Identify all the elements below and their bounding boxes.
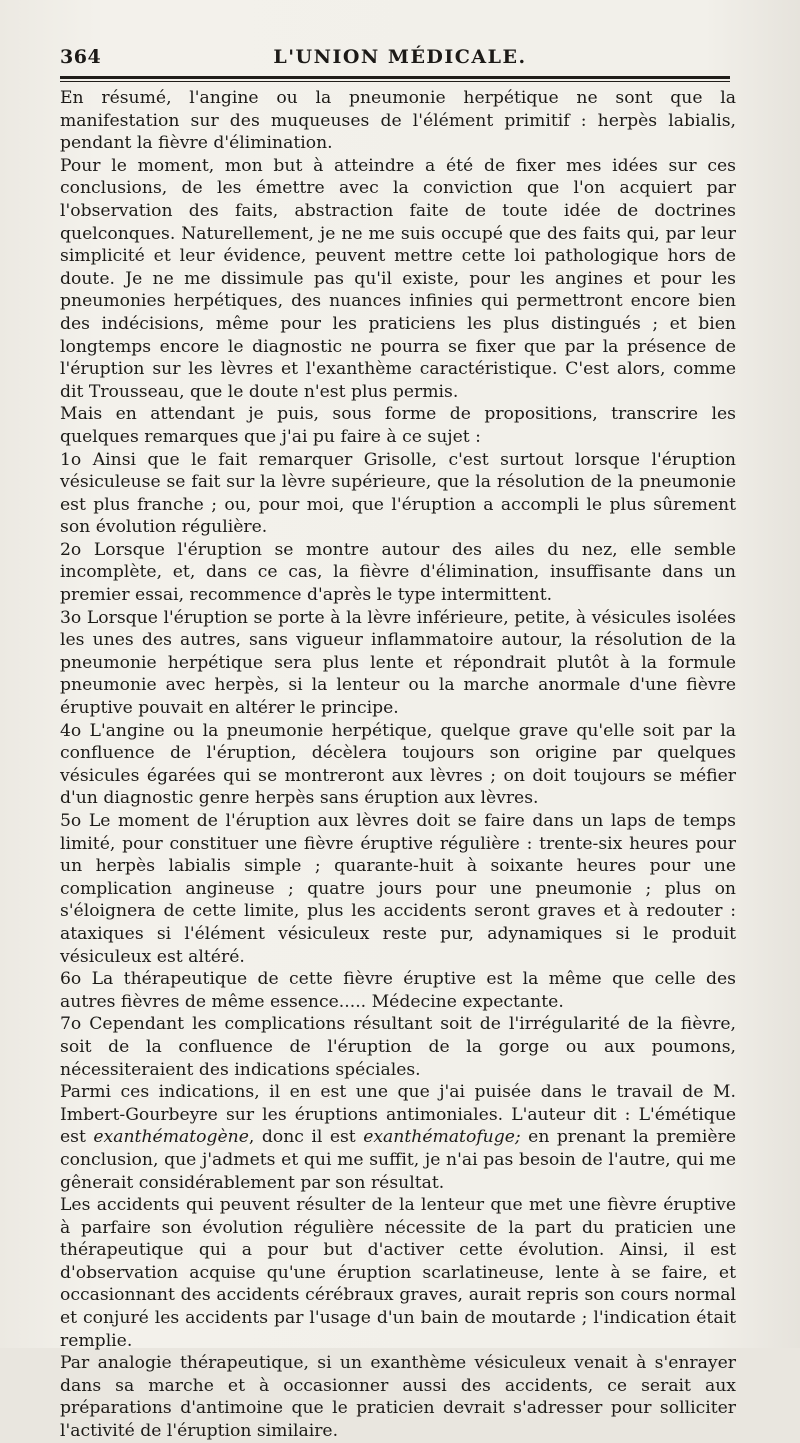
paragraph: 6o La thérapeutique de cette fièvre éruptive est la même que celle des autres fièvres de même essence..... Médecine expectante.: [60, 969, 736, 1012]
paragraph: 5o Le moment de l'éruption aux lèvres doit se faire dans un laps de temps limité, pour constituer une fièvre éruptive régulière : trente-six heures pour un herpès labialis simple ; quarante-huit à soixante heures pour une complication angineuse ; quatre jours pour une pneumonie ; plus on s'éloignera de cette limite, plus les accidents seront graves et à redouter : ataxiques si l'élément vésiculeux reste pur, adynamiques si le produit vésiculeux est altéré.: [60, 811, 736, 967]
paragraph: Par analogie thérapeutique, si un exanthème vésiculeux venait à s'enrayer dans sa marche et à occasionner aussi des accidents, ce serait aux préparations d'antimoine que le praticien devrait s'adresser pour solliciter l'activité de l'éruption similaire.: [60, 1353, 736, 1442]
paragraph: Les accidents qui peuvent résulter de la lenteur que met une fièvre éruptive à parfaire son évolution régulière nécessite de la part du praticien une thérapeutique qui a pour but d'activer cette évolution. Ainsi, il est d'observation acquise qu'une éruption scarlatineuse, lente à se faire, et occasionnant des accidents cérébraux graves, aurait repris son cours normal et conjuré les accidents par l'usage d'un bain de moutarde ; l'indication était remplie.: [60, 1195, 736, 1351]
paragraph: Mais en attendant je puis, sous forme de propositions, transcrire les quelques remarques que j'ai pu faire à ce sujet :: [60, 404, 736, 447]
page-header: [60, 38, 740, 74]
paragraph: En résumé, l'angine ou la pneumonie herpétique ne sont que la manifestation sur des muqueuses de l'élément primitif : herpès labialis, pendant la fièvre d'élimination.: [60, 88, 736, 154]
paragraph-text: en prenant la première conclusion, que j'admets et qui me suffit, je n'ai pas besoin de l'autre, qui me gênerait considérablement par son résultat.: [60, 1127, 736, 1193]
italic-term: exanthématofuge;: [363, 1127, 521, 1148]
paragraph: 7o Cependant les complications résultant soit de l'irrégularité de la fièvre, soit de la confluence de l'éruption de la gorge ou aux poumons, nécessiteraient des indications spéciales.: [60, 1014, 736, 1080]
paragraph: 3o Lorsque l'éruption se porte à la lèvre inférieure, petite, à vésicules isolées les unes des autres, sans vigueur inflammatoire autour, la résolution de la pneumonie herpétique sera plus lente et répondrait plutôt à la formule pneumonie avec herpès, si la lenteur ou la marche anormale d'une fièvre éruptive pouvait en altérer le principe.: [60, 607, 736, 719]
paragraph: 2o Lorsque l'éruption se montre autour des ailes du nez, elle semble incomplète, et, dans ce cas, la fièvre d'élimination, insuffisante dans un premier essai, recommence d'après le type intermittent.: [60, 539, 736, 606]
body-text: [60, 87, 736, 1443]
running-title: L'UNION MÉDICALE.: [273, 46, 527, 68]
paragraph: Pour le moment, mon but à atteindre a été de fixer mes idées sur ces conclusions, de les émettre avec la conviction que l'on acquiert par l'observation des faits, abstraction faite de toute idée de doctrines quelconques. Naturellement, je ne me suis occupé que des faits qui, par leur simplicité et leur évidence, peuvent mettre cette loi pathologique hors de doute. Je ne me dissimule pas qu'il existe, pour les angines et pour les pneumonies herpétiques, des nuances infinies qui permettront encore bien des indécisions, même pour les praticiens les plus distingués ; et bien longtemps encore le diagnostic ne pourra se fixer que par la présence de l'éruption sur les lèvres et l'exanthème caractéristique. C'est alors, comme dit Trousseau, que le doute n'est plus permis.: [60, 155, 736, 402]
paragraph-text: , donc il est: [248, 1127, 364, 1148]
paragraph: 1o Ainsi que le fait remarquer Grisolle, c'est surtout lorsque l'éruption vésiculeuse se fait sur la lèvre supérieure, que la résolution de la pneumonie est plus franche ; ou, pour moi, que l'éruption a accompli le plus sûrement son évolution régulière.: [60, 449, 736, 538]
paragraph-with-italics: [60, 1081, 736, 1194]
paragraph: 4o L'angine ou la pneumonie herpétique, quelque grave qu'elle soit par la confluence de l'éruption, décèlera toujours son origine par quelques vésicules égarées qui se montreront aux lèvres ; on doit toujours se méfier d'un diagnostic genre herpès sans éruption aux lèvres.: [60, 720, 736, 809]
italic-term: exanthématogène: [93, 1127, 249, 1148]
page-number: 364: [60, 46, 102, 68]
paragraph-text: Parmi ces indications, il en est une que j'ai puisée dans le travail de M. Imbert-Gourbeyre sur les éruptions antimoniales. L'auteur dit : L'émétique est: [60, 1082, 736, 1148]
header-rule: [60, 76, 730, 82]
